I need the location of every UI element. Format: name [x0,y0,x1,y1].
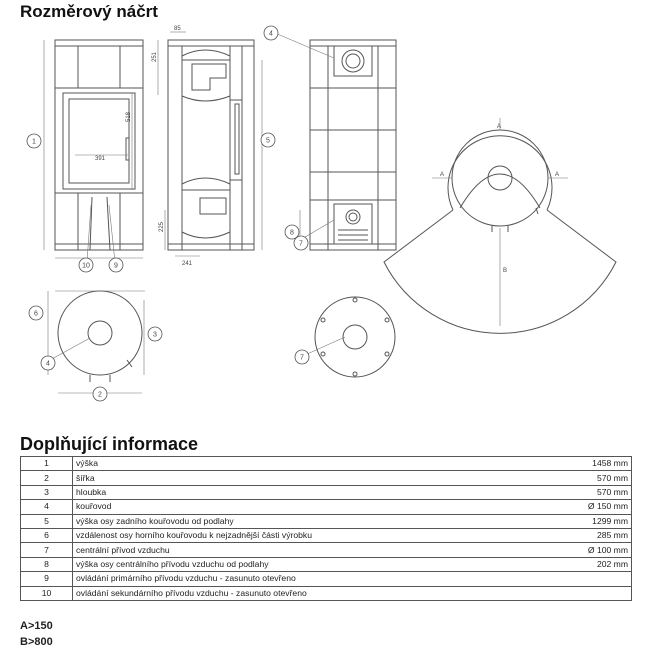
callout-5: 5 [266,137,270,145]
dim-391: 391 [95,156,106,162]
cell-num: 8 [21,557,73,571]
callout-4-top: 4 [46,360,50,368]
callout-2: 2 [98,391,102,399]
table-row [21,528,632,542]
cell-label: výška osy zadního kouřovodu od podlahy [73,514,536,528]
cell-value: 202 mm [535,557,632,571]
cell-num: 9 [21,572,73,586]
marker-b: B [503,268,508,274]
cell-value: 570 mm [535,471,632,485]
table-row [21,485,632,499]
marker-a-top: A [497,124,502,130]
marker-a-right: A [555,172,560,178]
top-view [58,291,142,382]
table-row [21,457,632,471]
cell-label: šířka [73,471,536,485]
cell-label: ovládání sekundárního přívodu vzduchu - zasunuto otevřeno [73,586,536,600]
cell-num: 1 [21,457,73,471]
dim-251: 251 [152,51,158,62]
cell-num: 4 [21,500,73,514]
section-title-info: Doplňující informace [20,434,199,454]
dim-518: 518 [126,111,132,122]
cell-num: 3 [21,485,73,499]
cell-num: 7 [21,543,73,557]
cell-label: hloubka [73,485,536,499]
cell-num: 5 [21,514,73,528]
callout-9: 9 [114,262,118,270]
cell-label: výška osy centrálního přívodu vzduchu od podlahy [73,557,536,571]
cell-label: vzdálenost osy horního kouřovodu k nejzadnější části výrobku [73,528,536,542]
table-row [21,586,632,600]
bottom-view [315,297,395,377]
cell-value: 285 mm [535,528,632,542]
marker-a-left: A [440,172,445,178]
section-title-sketch: Rozměrový náčrt [20,2,158,21]
cell-label: centrální přívod vzduchu [73,543,536,557]
cell-label: kouřovod [73,500,536,514]
cell-label: výška [73,457,536,471]
callout-6: 6 [34,310,38,318]
callout-8: 8 [290,229,294,237]
callout-4-rear: 4 [269,30,273,38]
table-row [21,514,632,528]
callout-1: 1 [32,138,36,146]
callout-3: 3 [153,331,157,339]
cell-value [535,586,632,600]
table-row [21,500,632,514]
cell-value: Ø 100 mm [535,543,632,557]
dim-241: 241 [182,261,193,267]
cell-value: Ø 150 mm [535,500,632,514]
cell-value [535,572,632,586]
cell-num: 2 [21,471,73,485]
dim-225: 225 [159,221,165,232]
rear-view [310,40,396,250]
cell-label: ovládání primárního přívodu vzduchu - zasunuto otevřeno [73,572,536,586]
callout-7-rear: 7 [299,240,303,248]
table-row [21,471,632,485]
side-section-view [168,40,254,250]
cell-num: 6 [21,528,73,542]
cell-num: 10 [21,586,73,600]
cell-value: 1458 mm [535,457,632,471]
table-row [21,543,632,557]
spec-table [20,456,632,601]
callout-10: 10 [82,262,90,270]
table-row [21,557,632,571]
callout-7-bottom: 7 [300,354,304,362]
note-b-clearance: B>800 [20,636,53,648]
dim-85: 85 [174,26,181,32]
note-a-clearance: A>150 [20,620,53,632]
front-view [55,40,143,250]
table-row [21,572,632,586]
cell-value: 1299 mm [535,514,632,528]
cell-value: 570 mm [535,485,632,499]
